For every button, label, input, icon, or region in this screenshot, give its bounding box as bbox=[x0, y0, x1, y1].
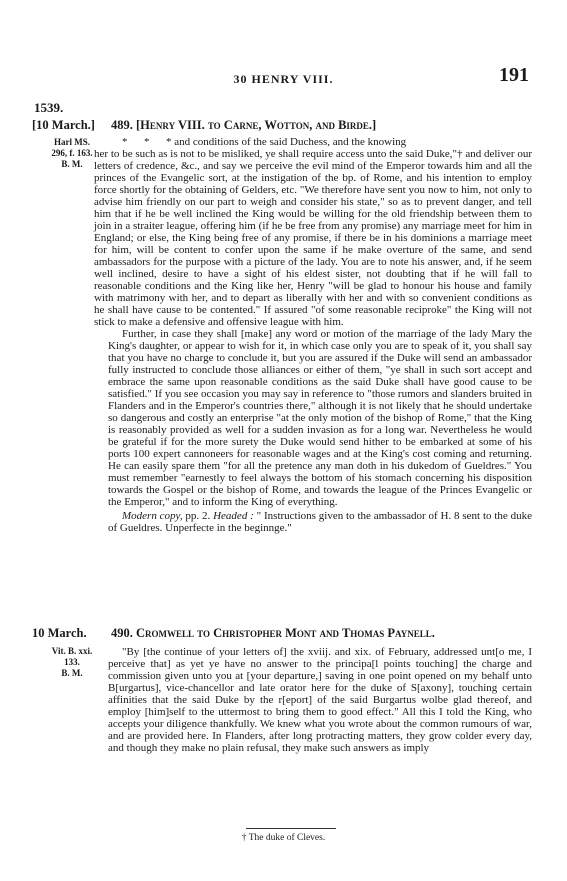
modern-copy-label: Modern copy, bbox=[122, 510, 183, 522]
year-label: 1539. bbox=[34, 100, 64, 115]
source-line: B. M. bbox=[61, 159, 83, 169]
source-line: Harl MS. bbox=[54, 137, 90, 147]
entry-490-date: 10 March. bbox=[32, 626, 87, 640]
headed-text: " Instructions given to the ambassador of H. 8 sent to the duke of Gueldres. Unperfecte in the beginnge." bbox=[108, 510, 533, 534]
opening-text: and conditions of the said Duchess, and the knowing bbox=[174, 136, 407, 148]
running-title: 30 HENRY VIII. bbox=[233, 72, 334, 86]
entry-490-heading: Cromwell to Christopher Mont and Thomas Paynell. bbox=[136, 626, 435, 640]
entry-489-body bbox=[94, 136, 533, 534]
entry-489-source bbox=[47, 137, 97, 170]
entry-490-header bbox=[111, 626, 435, 641]
source-line: Vit. B. xxi. bbox=[51, 646, 93, 656]
entry-489-date: [10 March.] bbox=[32, 118, 95, 132]
entry-490-body bbox=[108, 646, 532, 754]
ellipsis-stars: * * * bbox=[122, 136, 172, 148]
body-paragraph: Further, in case they shall [make] any word or motion of the marriage of the lady Mary the King's daughter, or appear to wish for it, in which case only you are to speak of it, you shall say that you have no charge to conclude it, but you are assured if the Duke will send an ambassador fully instructed to conclude those alliances or either of them, "ye shall in such sort accept and embrace the same upon reasonable conditions as the said Duke shall have good cause to be satisfied." If you see occasion you may say in reference to "those rumors and slanders bruited in Flanders and in the Emperor's countries there," although it is not likely that he should undertake so dangerous and costly an enterprise "at the only motion of the bishop of Rome," that the King is reasonably provided as well for a sudden invasion as for a long war. Nevertheless he would be grateful if for the more surety the Duke would send hither to be embarked at some of his ports 100 expert cannoneers for reasonable wages and at the King's cost coming and returning. He can easily spare them "for all the pretence any man doth in his dukedom of Gueldres." You must remember "earnestly to feel always the bottom of his stomach concerning his disposition towards the Gospel or the bishop of Rome, and towards the league of the Princes Evangelic or the Emperor," and to inform the King of everything. bbox=[108, 328, 532, 508]
source-line: B. M. bbox=[61, 668, 83, 678]
source-line: 133. bbox=[64, 657, 80, 667]
headed-label: Headed : bbox=[213, 510, 254, 522]
modern-copy-rest: pp. 2. bbox=[185, 510, 211, 522]
entry-489-number: 489. bbox=[111, 118, 133, 132]
page-number: 191 bbox=[499, 64, 529, 86]
entry-490-number: 490. bbox=[111, 626, 133, 640]
entry-489-heading: [Henry VIII. to Carne, Wotton, and Birde.] bbox=[136, 118, 377, 132]
source-line: 296, f. 163. bbox=[51, 148, 93, 158]
body-paragraph: "By [the continue of your letters of] the xviij. and xix. of February, addressed unt[o me, I perceive that] as yet ye have no answer to the principa[l points touching] the charge and commission given unto you at [your departure,] saving in one point opened on my behalf unto B[urgartus], vice-chancellor and late orator here for the duke of S[axony], touching certain affinities that the said Duke by the r[eport] of the said Burgartus wolbe glad thereof, and employ [him]self to the uttermost to bring them to good effect." All this I told the King, who accepts your diligence thankfully. We knew what you wrote about the common rumours of war, and are provided here. In Flanders, after long protracting matters, they grow colder every day, and though they make no plain refusal, they make such answers as imply bbox=[108, 646, 532, 754]
body-paragraph: her to be such as is not to be misliked, ye shall require access unto the said Duke,"† and deliver our letters of credence, &c., and say we perceive the evil mind of the Emperor towards him and all the princes of the Evangelic sort, at the instigation of the bp. of Rome, and his intention to employ force shortly for the obtaining of Gelders, etc. "We therefore have sent you now to him, not only to advise him friendly on our part to weigh and consider his state," so as to prevent danger, and tell him that if he be well inclined the King would be willing for the old friendship between them to join in a straiter league, offering him (if he be free from any promise) any marriage meet for him in England; or else, the King being free of any promise, if there be in his dominions a marriage meet for him, will be content to confer upon the same if he make overture of the same, and send ambassadors for the purpose with a picture of the lady. You are to note his answer, and, if he seem well inclined, desire to have a sight of his eldest sister, not doubting that if he will fall to reasonable conditions and the King like her, Henry "will be glad to honour his house and family with matrimony with her, and to depart as liberally with her and with so convenient conditions as he shall have cause to be contented." If assured "of some reasonable reciproke" the King will not stick to make a defensive and offensive league with him. bbox=[94, 148, 532, 328]
footnote: † The duke of Cleves. bbox=[241, 833, 326, 843]
entry-489-header bbox=[111, 118, 376, 133]
entry-490-source bbox=[47, 646, 97, 679]
footnote-rule bbox=[246, 828, 336, 829]
modern-copy-note bbox=[108, 510, 532, 534]
opening-line bbox=[108, 136, 532, 148]
